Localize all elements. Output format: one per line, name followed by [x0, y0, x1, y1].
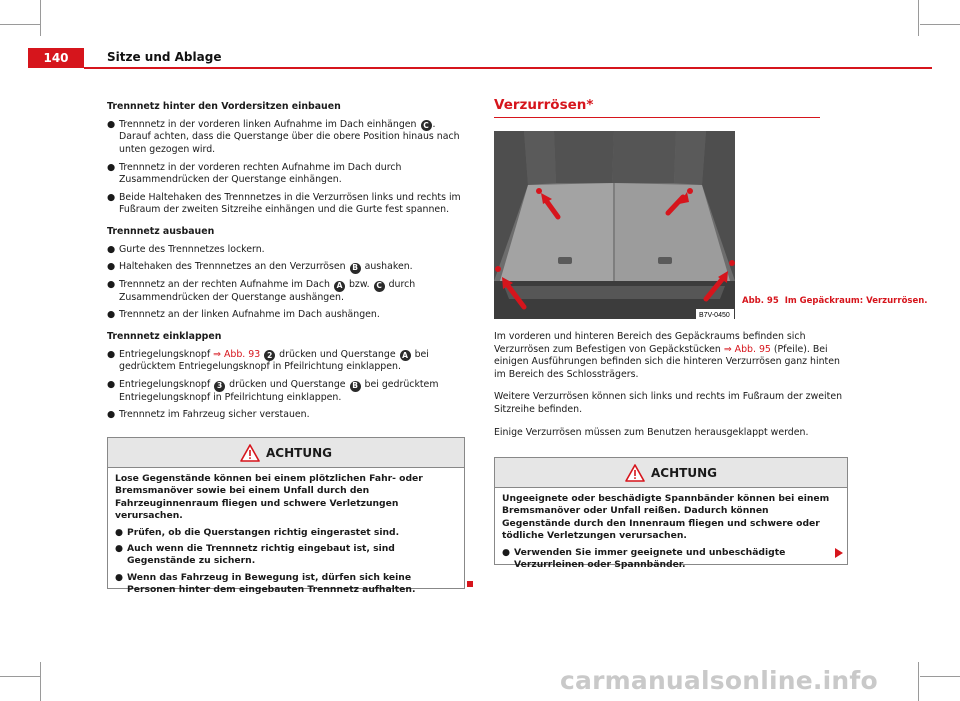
end-marker — [467, 581, 473, 587]
crop-mark — [918, 0, 919, 36]
warning-title: ACHTUNG — [651, 465, 717, 480]
warning-box — [107, 437, 465, 596]
bullet: ● — [107, 118, 116, 130]
marker-a: A — [334, 281, 345, 292]
page-header-title: Sitze und Ablage — [107, 50, 222, 64]
warning-header — [108, 438, 464, 468]
section-rule — [494, 117, 820, 118]
warning-body: Lose Gegenstände können bei einem plötzlichen Fahr- oder Bremsmanöver sowie bei einem Unfall durch den Fahrzeuginnenraum fliegen und schwere Verletzungen verursachen. ● Prüfen, ob die Querstangen richtig eingerastet sind. ● Auch wenn die Trennnetz richtig eingebaut ist, sind Gegenstände zu sichern. ● Wenn das Fahrzeug in Bewegung ist, dürfen sich keine Personen hinter dem eingebauten Trennnetz aufhalten. — [115, 473, 423, 596]
list-item: ● Trennnetz an der linken Aufnahme im Dach aushängen. — [107, 309, 380, 321]
crop-mark — [918, 662, 919, 701]
paragraph: Weitere Verzurrösen können sich links und rechts im Fußraum der zweiten Sitzreihe befinden. — [494, 391, 843, 415]
watermark: carmanualsonline.info — [560, 666, 878, 695]
list-item: ● Trennnetz im Fahrzeug sicher verstauen. — [107, 409, 310, 421]
caption-text: Im Gepäckraum: Verzurrösen. — [784, 296, 928, 306]
marker-c: C — [374, 281, 385, 292]
list-item: ● Beide Haltehaken des Trennnetzes in die Verzurrösen links und rechts im Fußraum der zweiten Sitzreihe einhängen und die Gurte fest spannen. — [107, 191, 461, 216]
warning-box — [494, 457, 848, 571]
caption-number: Abb. 95 — [742, 296, 779, 306]
list-item: ● Gurte des Trennnetzes lockern. — [107, 243, 265, 255]
crop-mark — [920, 676, 960, 677]
marker-a: A — [400, 350, 411, 361]
list-item: ● Haltehaken des Trennnetzes an den Verzurrösen B aushaken. — [107, 261, 413, 273]
warning-body: Ungeeignete oder beschädigte Spannbänder können bei einem Bremsmanöver oder Unfall reißen. Dadurch können Gegenstände durch den Innenraum fliegen und schwere oder tödliche Verletzungen verursachen. ● Verwenden Sie immer geeignete und unbeschädigte Verzurrleinen oder Spannbänder. — [502, 493, 830, 571]
crop-mark — [40, 0, 41, 36]
marker-b: B — [350, 263, 361, 274]
list-item: ● Trennnetz in der vorderen rechten Aufnahme im Dach durch Zusammendrücken der Querstange einhängen. — [107, 161, 402, 186]
figure-link[interactable]: ⇒ Abb. 93 — [213, 348, 261, 360]
crop-mark — [40, 662, 41, 701]
crop-mark — [920, 24, 960, 25]
list-item: ● Entriegelungsknopf 3 drücken und Querstange B bei gedrücktem Entriegelungsknopf in Pfeilrichtung einklappen. — [107, 378, 439, 403]
list-item: ● Trennnetz an der rechten Aufnahme im Dach A bzw. C durch Zusammendrücken der Querstange aushängen. — [107, 278, 416, 303]
header-rule — [84, 67, 932, 69]
paragraph: Im vorderen und hinteren Bereich des Gepäckraums befinden sich Verzurrösen zum Befestigen von Gepäckstücken ⇒ Abb. 95 (Pfeile). Bei einigen Ausführungen befinden sich die hinteren Verzurrösen ganz hinten im Bereich des Schlossträgers. — [494, 331, 840, 380]
left-column — [107, 101, 463, 422]
continue-arrow-icon — [834, 548, 844, 558]
figure-luggage-compartment — [494, 131, 735, 319]
figure-code: B7V-0450 — [699, 312, 730, 319]
crop-mark — [0, 676, 40, 677]
marker-3: 3 — [214, 381, 225, 392]
list-item: ● Entriegelungsknopf ⇒ Abb. 93 2 drücken und Querstange A bei gedrücktem Entriegelungsknopf in Pfeilrichtung einklappen. — [107, 348, 429, 373]
warning-triangle-icon — [240, 444, 260, 462]
subheading: Trennnetz ausbauen — [107, 225, 215, 237]
crop-mark — [0, 24, 40, 25]
right-column — [494, 331, 850, 439]
marker-2: 2 — [264, 350, 275, 361]
subheading: Trennnetz hinter den Vordersitzen einbauen — [107, 101, 341, 112]
marker-b: B — [350, 381, 361, 392]
warning-triangle-icon — [625, 464, 645, 482]
paragraph: Einige Verzurrösen müssen zum Benutzen herausgeklappt werden. — [494, 426, 809, 438]
subheading: Trennnetz einklappen — [107, 330, 222, 342]
warning-header — [495, 458, 847, 488]
section-title: Verzurrösen* — [494, 97, 594, 113]
figure-link[interactable]: ⇒ Abb. 95 — [723, 343, 771, 355]
page-number: 140 — [28, 48, 84, 68]
warning-title: ACHTUNG — [266, 445, 332, 460]
figure-caption — [742, 296, 928, 307]
list-item: ● Trennnetz in der vorderen linken Aufnahme im Dach einhängen C . Darauf achten, dass die Querstange über die obere Position hinaus nach unten gezogen wird. — [107, 118, 460, 155]
marker-c: C — [421, 120, 432, 131]
luggage-compartment-image — [494, 131, 735, 319]
